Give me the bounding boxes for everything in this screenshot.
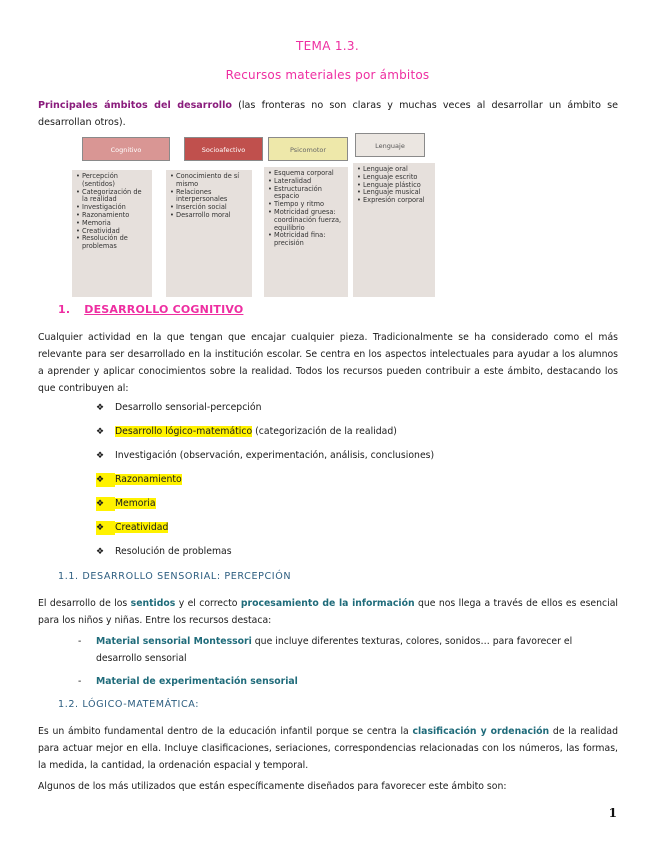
list-item: • Percepción (sentidos) — [76, 173, 148, 189]
bullet-diamond-icon: ❖ — [96, 451, 105, 461]
bullet-diamond-icon: ❖ — [96, 427, 105, 437]
intro-lead: Principales ámbitos del desarrollo — [38, 100, 232, 111]
subsection-heading: 1.1. DESARROLLO SENSORIAL: PERCEPCIÓN — [58, 571, 292, 582]
list-item: • Memoria — [76, 220, 148, 228]
list-item: • Lateralidad — [268, 178, 344, 186]
list-item: • Lenguaje oral — [357, 166, 431, 174]
section-paragraph: Cualquier actividad en la que tengan que encajar cualquier pieza. Tradicionalmente se ha considerado como el más relevante para ser desarrollado en la institución escolar. Se centra en los aspectos intelectuales para ayudar a los alumnos a aprender y aplicar conocimientos sobre la realidad. Todos los recursos pueden contribuir a este ámbito, destacando los que contribuyen al: — [38, 332, 618, 394]
list-item: • Tiempo y ritmo — [268, 201, 344, 209]
list-item: • Relaciones interpersonales — [170, 189, 248, 205]
list-item: ❖ Memoria — [96, 498, 156, 509]
list-item: • Esquema corporal — [268, 170, 344, 178]
list-item: • Estructuración espacio — [268, 186, 344, 202]
section-heading — [58, 303, 243, 316]
list-item: - Material de experimentación sensorial — [78, 676, 298, 687]
section-title: DESARROLLO COGNITIVO — [84, 303, 244, 316]
list-item: ❖ Creatividad — [96, 522, 169, 533]
intro-paragraph — [38, 97, 618, 131]
list-item: • Lenguaje escrito — [357, 174, 431, 182]
list-item: • Razonamiento — [76, 212, 148, 220]
category-header-psicomotor: Psicomotor — [268, 137, 348, 161]
list-item: ❖ Investigación (observación, experimentación, análisis, conclusiones) — [96, 450, 435, 461]
intro-rest: (las fronteras no son claras y muchas veces al desarrollar un ámbito se desarrollan otros). — [38, 100, 618, 128]
list-item: - Material sensorial Montessori que incluye diferentes texturas, colores, sonidos… para favorecer el desarrollo sensorial — [78, 636, 573, 664]
subsection-paragraph: Algunos de los más utilizados que están específicamente diseñados para favorecer este ámbito son: — [38, 781, 507, 792]
page-title: Recursos materiales por ámbitos — [225, 68, 430, 82]
list-item: • Motricidad fina: precisión — [268, 232, 344, 248]
list-item: • Lenguaje plástico — [357, 182, 431, 190]
category-list-socioafectivo — [166, 170, 252, 297]
list-item: • Inserción social — [170, 204, 248, 212]
subsection-heading: 1.2. LÓGICO-MATEMÁTICA: — [58, 699, 200, 710]
list-item: • Resolución de problemas — [76, 235, 148, 251]
subsection-paragraph: El desarrollo de los sentidos y el correcto procesamiento de la información que nos llega a través de ellos es esencial para los niños y niñas. Entre los recursos destaca: — [38, 598, 619, 626]
subsection-paragraph: Es un ámbito fundamental dentro de la educación infantil porque se centra la clasificación y ordenación de la realidad para actuar mejor en ella. Incluye clasificaciones, seriaciones, correspondencias relacionadas con los números, las formas, la medida, la cantidad, la ordenación espacial y temporal. — [38, 726, 618, 771]
list-item: ❖ Resolución de problemas — [96, 546, 232, 557]
category-list-cognitivo — [72, 170, 152, 297]
list-item: • Expresión corporal — [357, 197, 431, 205]
list-item: • Conocimiento de sí mismo — [170, 173, 248, 189]
list-item: • Creatividad — [76, 228, 148, 236]
page-number: 1 — [608, 806, 617, 820]
bullet-diamond-icon: ❖ — [96, 473, 115, 487]
bullet-diamond-icon: ❖ — [96, 403, 105, 413]
category-header-cognitivo: Cognitivo — [82, 137, 170, 161]
list-item: • Investigación — [76, 204, 148, 212]
topic-number: TEMA 1.3. — [296, 39, 359, 53]
list-item: ❖ Desarrollo lógico-matemático (categorización de la realidad) — [96, 426, 397, 437]
category-list-lenguaje — [353, 163, 435, 297]
section-number: 1. — [58, 303, 71, 316]
bullet-diamond-icon: ❖ — [96, 497, 115, 511]
category-header-socioafectivo: Socioafectivo — [184, 137, 263, 161]
bullet-diamond-icon: ❖ — [96, 547, 105, 557]
list-item: • Desarrollo moral — [170, 212, 248, 220]
list-item: • Motricidad gruesa: coordinación fuerza, equilibrio — [268, 209, 344, 232]
list-item: ❖ Desarrollo sensorial-percepción — [96, 402, 262, 413]
category-header-lenguaje: Lenguaje — [355, 133, 425, 157]
list-item: • Categorización de la realidad — [76, 189, 148, 205]
list-item: • Lenguaje musical — [357, 189, 431, 197]
bullet-diamond-icon: ❖ — [96, 521, 115, 535]
list-item: ❖ Razonamiento — [96, 474, 182, 485]
category-list-psicomotor — [264, 167, 348, 297]
